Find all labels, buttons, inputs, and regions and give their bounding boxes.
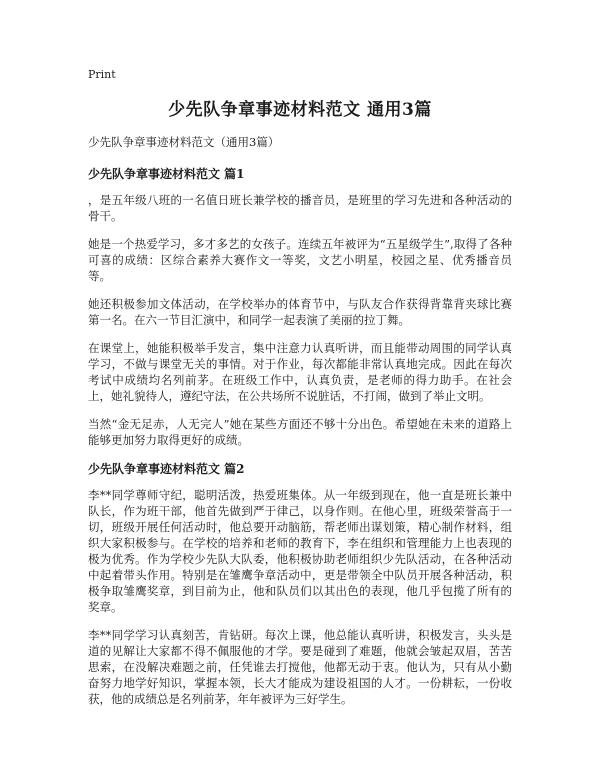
section-1-paragraph-4: 在课堂上，她能积极举手发言，集中注意力认真听讲，而且能带动周围的同学认真学习，不做与课堂无关的事情。对于作业，每次都能非常认真地完成。因此在每次考试中成绩均名列前茅。在班级工作中，认真负责，是老师的得力助手。在社会上，她礼貌待人，遵纪守法，在公共场所不说脏话，不打闹，做到了举止文明。 [88,341,512,403]
section-2-heading: 少先队争章事迹材料范文 篇2 [88,462,245,476]
section-1-paragraph-3: 她还积极参加文体活动，在学校举办的体育节中，与队友合作获得背靠背夹球比赛第一名。在六一节目汇演中，和同学一起表演了美丽的拉丁舞。 [88,297,512,327]
print-link[interactable]: Print [88,68,116,81]
section-2-paragraph-1: 李**同学尊师守纪，聪明活泼，热爱班集体。从一年级到现在，他一直是班长兼中队长，作为班干部，他首先做到严于律己，以身作则。在他心里，班级荣誉高于一切，班级开展任何活动时，他总要开动脑筋，帮老师出谋划策，精心制作材料，组织大家积极参与。在学校的培养和老师的教育下，李在组织和管理能力上也表现的极为优秀。作为学校少先队大队委，他积极协助老师组织少先队活动，在各种活动中起着带头作用。特别是在雏鹰争章活动中，更是带领全中队员开展各种活动，积极争取雏鹰奖章，到目前为止，他和队员们以其出色的表现，他几乎包揽了所有的奖章。 [88,488,512,614]
section-1-paragraph-5: 当然“金无足赤，人无完人”她在某些方面还不够十分出色。希望她在未来的道路上能够更加努力取得更好的成绩。 [88,417,512,447]
page-title: 少先队争章事迹材料范文 通用3篇 [168,100,432,120]
section-1-paragraph-1: ，是五年级八班的一名值日班长兼学校的播音员，是班里的学习先进和各种活动的骨干。 [88,193,512,223]
section-1-heading: 少先队争章事迹材料范文 篇1 [88,167,245,181]
document-subtitle: 少先队争章事迹材料范文（通用3篇） [88,135,280,149]
section-2-paragraph-2: 李**同学学习认真刻苦，肯钻研。每次上课，他总能认真听讲，积极发言，头头是道的见解让大家都不得不佩服他的才学。要是碰到了难题，他就会皱起双眉，苦苦思索，在没解决难题之前，任凭谁去打搅他，他都无动于衷。他认为，只有从小勤奋努力地学好知识，掌握本领，长大才能成为建设祖国的人才。一份耕耘，一份收获，他的成绩总是名列前茅，年年被评为三好学生。 [88,628,512,706]
section-1-paragraph-2: 她是一个热爱学习，多才多艺的女孩子。连续五年被评为“五星级学生”,取得了各种可喜的成绩：区综合素养大赛作文一等奖，文艺小明星，校园之星、优秀播音员等。 [88,237,512,283]
